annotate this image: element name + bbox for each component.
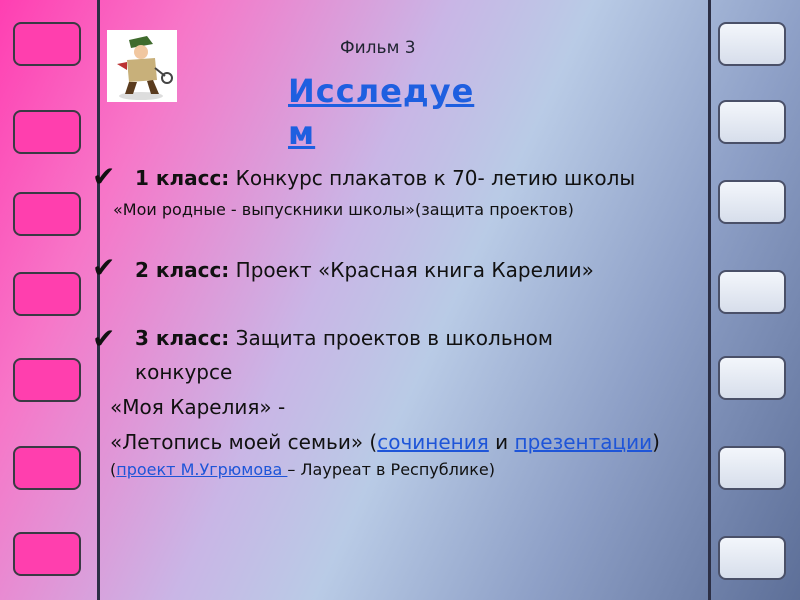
- item-3-line-3: «Моя Карелия» -: [110, 395, 286, 419]
- film-hole: [718, 356, 786, 400]
- open-paren: (: [110, 460, 117, 479]
- film-hole: [13, 192, 81, 236]
- film-hole: [13, 446, 81, 490]
- item-1-subtitle: «Мои родные - выпускники школы»(защита проектов): [113, 200, 574, 219]
- item-2-text: Проект «Красная книга Карелии»: [229, 258, 594, 282]
- item-3-line-1: [135, 326, 553, 350]
- film-hole: [718, 446, 786, 490]
- item-3-line-5: [110, 460, 495, 479]
- film-hole: [13, 358, 81, 402]
- check-mark-icon: ✔: [92, 322, 116, 355]
- film-hole: [718, 536, 786, 580]
- film-hole: [718, 22, 786, 66]
- project-link[interactable]: проект М.Угрюмова: [116, 460, 288, 479]
- film-hole: [13, 110, 81, 154]
- item-3-line-4: [110, 430, 660, 454]
- item-2-prefix: 2 класс:: [135, 258, 230, 282]
- check-mark-icon: ✔: [92, 251, 116, 284]
- presentations-link[interactable]: презентации: [514, 430, 653, 454]
- item-2-line: [135, 258, 594, 282]
- item-1-text: Конкурс плакатов к 70- летию школы: [229, 166, 636, 190]
- item-3-text: Защита проектов в школьном: [229, 326, 554, 350]
- film-hole: [13, 272, 81, 316]
- film-hole: [13, 22, 81, 66]
- essays-link[interactable]: сочинения: [377, 430, 489, 454]
- check-mark-icon: ✔: [92, 160, 116, 193]
- page-title[interactable]: Исследуем: [288, 72, 475, 152]
- item-3-line-5-rest: – Лауреат в Республике): [287, 460, 495, 479]
- detective-magnifier-icon: [107, 30, 177, 102]
- item-3-line-2: конкурсе: [135, 360, 233, 384]
- item-1-line: [135, 166, 635, 190]
- item-1-prefix: 1 класс:: [135, 166, 230, 190]
- film-hole: [718, 100, 786, 144]
- film-hole: [13, 532, 81, 576]
- film-strip-line-left: [97, 0, 100, 600]
- film-hole: [718, 180, 786, 224]
- and-text: и: [488, 430, 515, 454]
- film-hole: [718, 270, 786, 314]
- item-3-prefix: 3 класс:: [135, 326, 230, 350]
- item-3-line-4-text: «Летопись моей семьи» (: [110, 430, 378, 454]
- film-strip-line-right: [708, 0, 711, 600]
- close-paren: ): [652, 430, 660, 454]
- film-label: Фильм 3: [340, 38, 416, 58]
